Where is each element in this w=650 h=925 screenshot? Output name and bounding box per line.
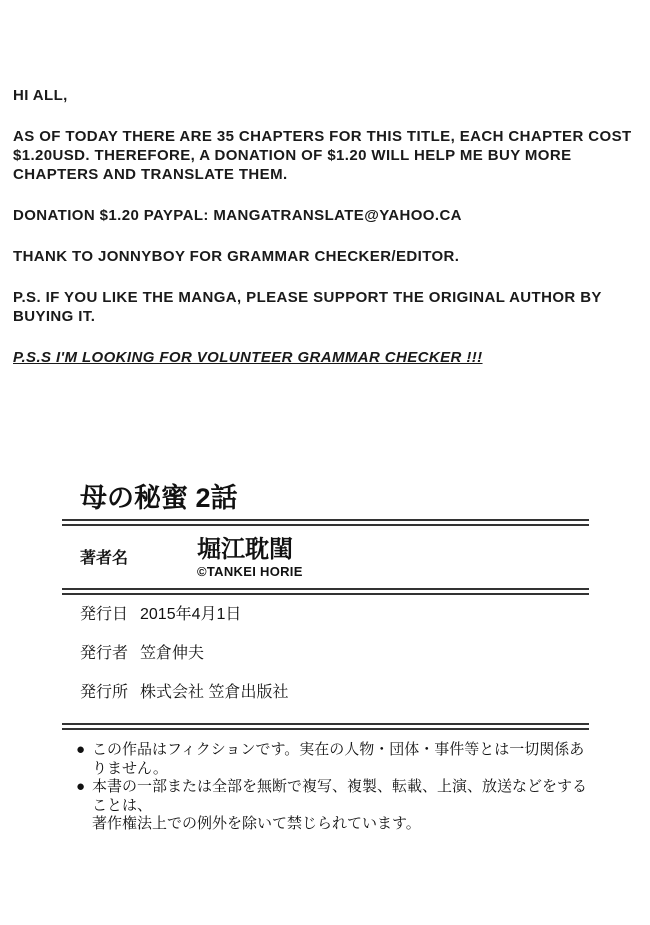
notice-text: この作品はフィクションです。実在の人物・団体・事件等とは一切関係ありません。 [92, 741, 585, 777]
list-item [76, 815, 589, 834]
author-name: 堀江耽閨 [197, 536, 293, 563]
donation-text: DONATION $1.20 PAYPAL: MANGATRANSLATE@YAHOO.CA [13, 207, 462, 224]
bullet-icon: ● [76, 778, 86, 795]
publisher-person-label: 発行者 [80, 645, 129, 662]
author-label: 著者名 [80, 550, 129, 567]
list-item [76, 741, 589, 778]
divider-line-top [62, 519, 589, 526]
bullet-icon [76, 815, 92, 834]
greeting-text: HI ALL, [13, 87, 68, 104]
publisher-person-value: 笠倉伸夫 [140, 645, 205, 662]
publication-info [62, 595, 589, 702]
notice-text: 本書の一部または全部を無断で複写、複製、転載、上演、放送などをすることは、 [92, 778, 588, 814]
table-row [80, 645, 589, 663]
ps-text: P.S. IF YOU LIKE THE MANGA, PLEASE SUPPORT THE ORIGINAL AUTHOR BY BUYING IT. [13, 289, 602, 325]
table-row [80, 606, 589, 624]
bullet-icon: ● [76, 741, 86, 758]
publish-date-value: 2015年4月1日 [140, 606, 242, 623]
colophon [62, 481, 589, 834]
book-title: 母の秘蜜 2話 [80, 483, 238, 513]
list-item [76, 778, 589, 815]
author-value [197, 536, 303, 580]
divider-line-middle [62, 588, 589, 595]
publisher-company-value: 株式会社 笠倉出版社 [140, 684, 289, 701]
publisher-company-label: 発行所 [80, 684, 129, 701]
publish-date-label: 発行日 [80, 606, 129, 623]
chapters-info-text: AS OF TODAY THERE ARE 35 CHAPTERS FOR THIS TITLE, EACH CHAPTER COST $1.20USD. THEREFORE, A DONATION OF $1.20 WILL HELP ME BUY MORE CHAPTERS AND TRANSLATE THEM. [13, 128, 632, 183]
pss-text: P.S.S I'M LOOKING FOR VOLUNTEER GRAMMAR CHECKER !!! [13, 349, 483, 366]
author-row [62, 526, 589, 588]
notice-text: 著作権法上での例外を除いて禁じられています。 [92, 815, 421, 832]
legal-notices [62, 730, 589, 834]
divider-line-bottom [62, 723, 589, 730]
translator-note [13, 86, 635, 367]
table-row [80, 684, 589, 702]
author-copyright: ©TANKEI HORIE [197, 564, 303, 579]
thanks-text: THANK TO JONNYBOY FOR GRAMMAR CHECKER/EDITOR. [13, 248, 460, 265]
